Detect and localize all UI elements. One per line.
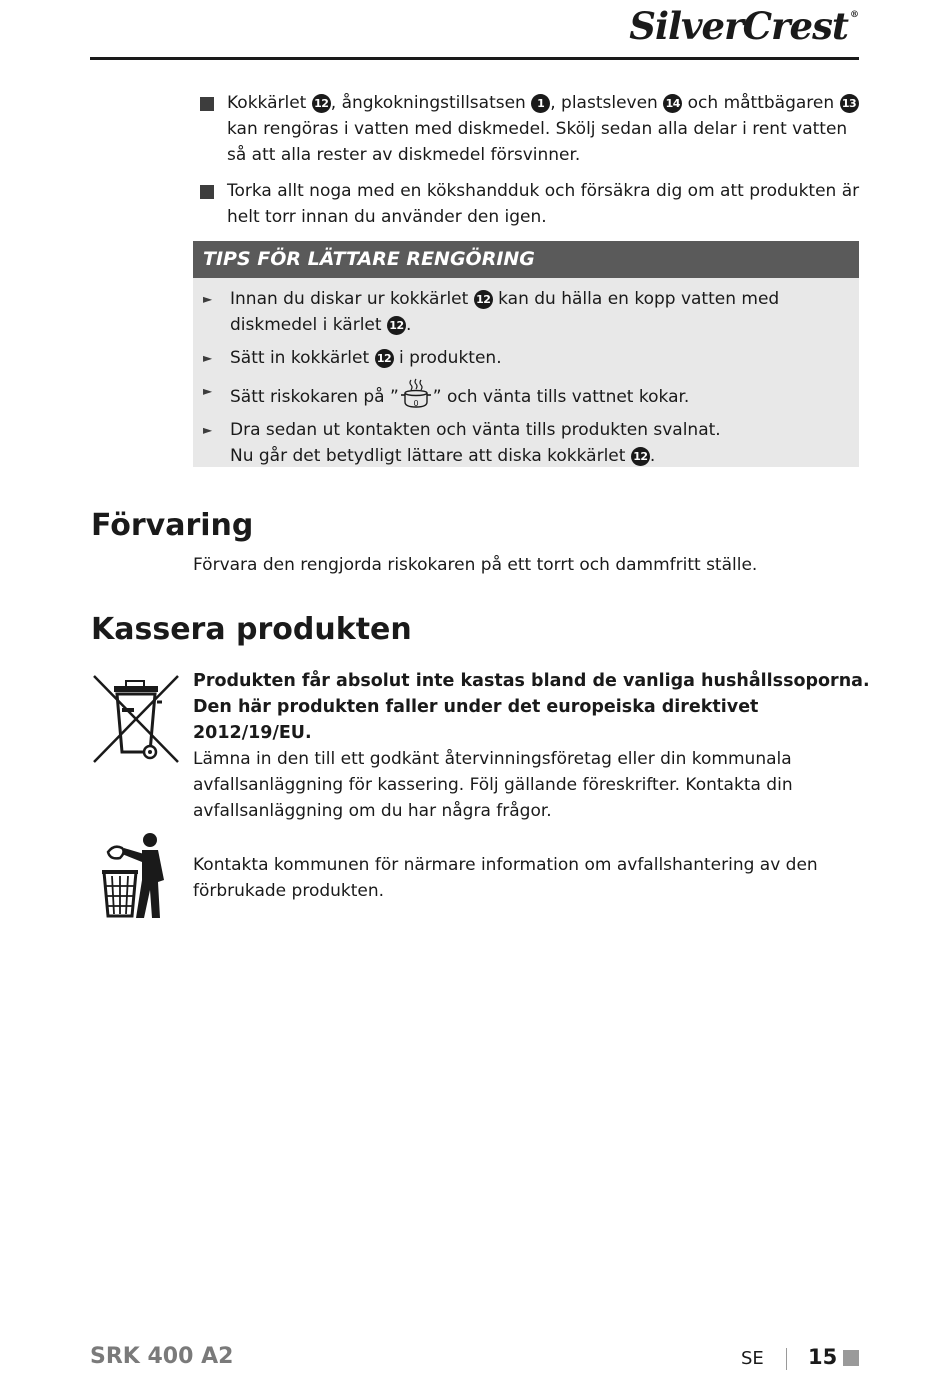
square-bullet-icon [200,185,214,199]
footer-square-icon [843,1350,859,1366]
crossed-out-wheelie-bin-icon [92,672,182,766]
tips-heading: TIPS FÖR LÄTTARE RENGÖRING [193,241,859,278]
svg-text:0: 0 [413,399,419,408]
part-number-badge: 12 [312,94,331,113]
tip-item: ► Innan du diskar ur kokkärlet 12 kan du hälla en kopp vatten med diskmedel i kärlet 12 . [203,286,849,338]
arrow-bullet-icon: ► [203,292,213,306]
footer-divider [786,1348,787,1370]
part-number-badge: 12 [631,447,650,466]
section-heading-storage: Förvaring [91,508,254,543]
disposal-text [193,668,873,824]
square-bullet-icon [200,97,214,111]
tip-item: ► Sätt riskokaren på ” 0 ” och vänta tills vattnet kokar. [203,378,849,410]
disposal-instructions: Lämna in den till ett godkänt återvinningsföretag eller din kommunala avfallsanläggning för kassering. Följ gällande föreskrifter. Kontakta din avfallsanläggning om du har några frågor. [193,749,793,821]
brand-logo: SilverCrest ® [629,4,858,48]
disposal-warning: Produkten får absolut inte kastas bland de vanliga hushållssoporna. [193,671,870,691]
page-number: 15 [808,1345,838,1369]
contact-text: Kontakta kommunen för närmare information om avfallshantering av den förbrukade produkten. [193,855,818,901]
storage-text: Förvara den rengjorda riskokaren på ett torrt och dammfritt ställe. [193,555,758,575]
part-number-badge: 12 [474,290,493,309]
disposal-directive: Den här produkten faller under det europeiska direktivet 2012/19/EU. [193,697,759,743]
tidy-man-trash-icon [100,830,170,920]
arrow-bullet-icon: ► [203,384,213,398]
part-number-badge: 12 [375,349,394,368]
tips-box [193,278,859,467]
section-heading-disposal: Kassera produkten [91,612,412,647]
list-item: Torka allt noga med en kökshandduk och försäkra dig om att produkten är helt torr innan du använder den igen. [200,178,860,230]
part-number-badge: 14 [663,94,682,113]
header-rule [90,57,859,60]
cook-pot-steam-icon [399,378,433,410]
arrow-bullet-icon: ► [203,423,213,437]
tip-item: ► Dra sedan ut kontakten och vänta tills produkten svalnat. Nu går det betydligt lättare att diska kokkärlet 12 . [203,417,849,469]
footer-language: SE [741,1348,764,1369]
part-number-badge: 1 [531,94,550,113]
cleaning-list [200,90,860,240]
part-number-badge: 12 [387,316,406,335]
tip-item: ► Sätt in kokkärlet 12 i produkten. [203,345,849,371]
footer-model: SRK 400 A2 [90,1344,234,1369]
tips-list [203,286,849,469]
arrow-bullet-icon: ► [203,351,213,365]
part-number-badge: 13 [840,94,859,113]
list-item: Kokkärlet 12 , ångkokningstillsatsen 1 , plastsleven 14 och måttbägaren 13 kan rengöras i vatten med diskmedel. Skölj sedan alla delar i rent vatten så att alla rester av diskmedel försvinner. [200,90,860,168]
